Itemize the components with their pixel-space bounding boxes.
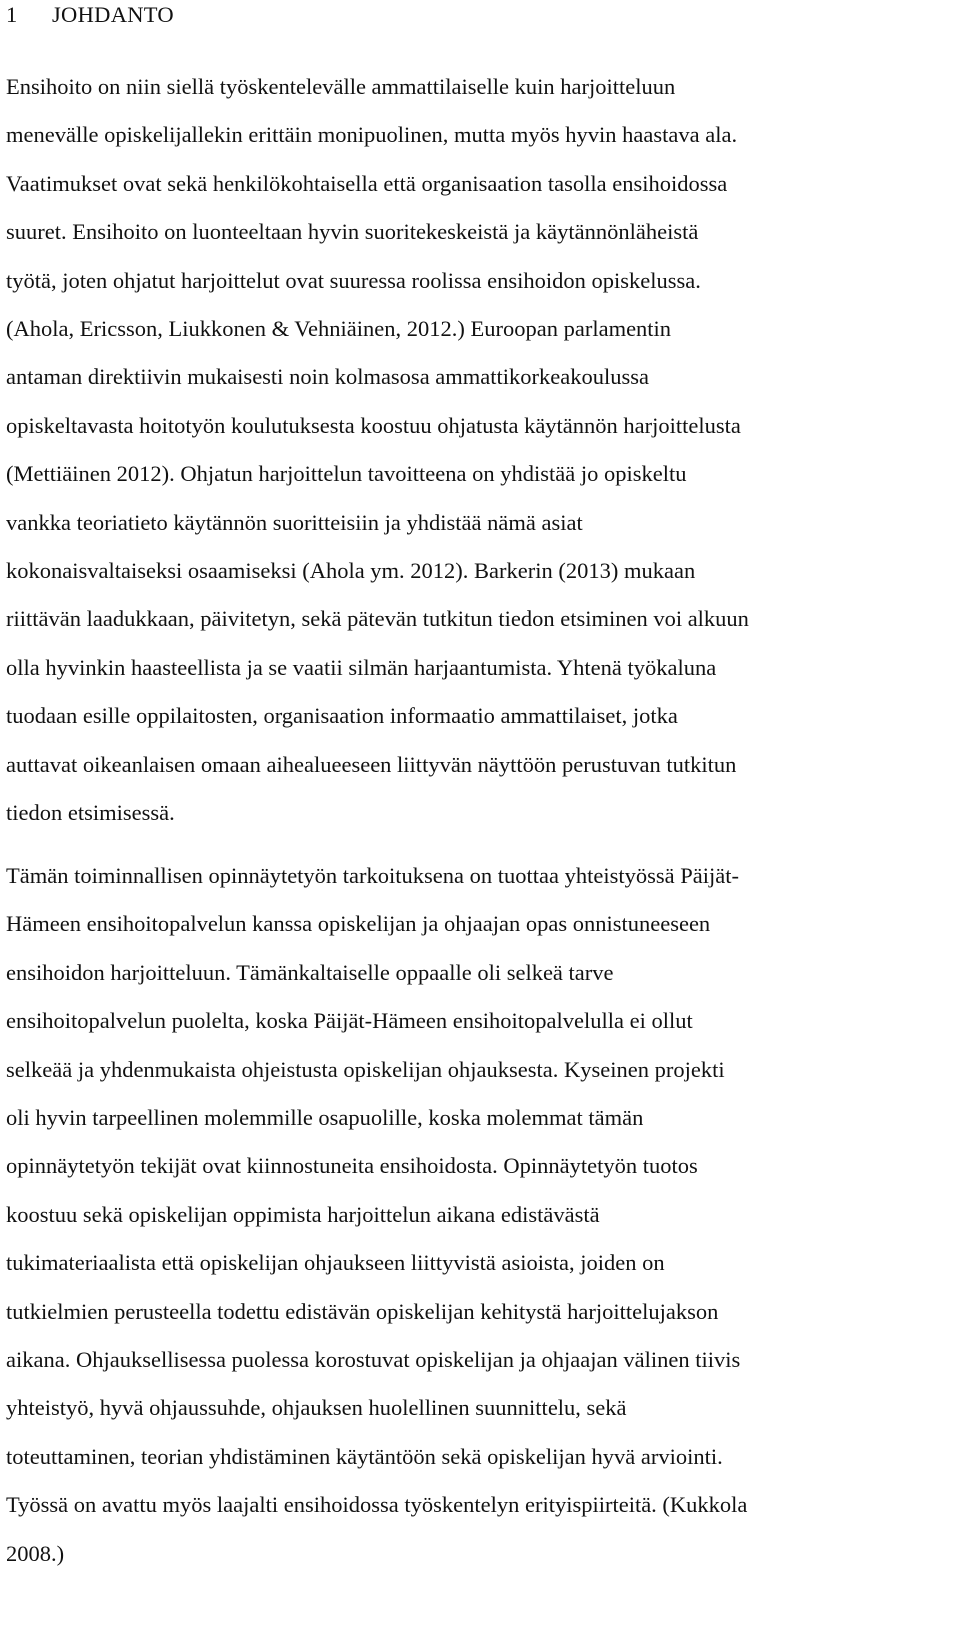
text-line: aikana. Ohjauksellisessa puolessa korostuvat opiskelijan ja ohjaajan välinen tiivis <box>6 1347 741 1372</box>
chapter-heading <box>6 0 174 30</box>
text-line: Ensihoito on niin siellä työskentelevälle ammattilaiselle kuin harjoitteluun <box>6 74 676 99</box>
text-line: ensihoidon harjoitteluun. Tämänkaltaiselle oppaalle oli selkeä tarve <box>6 959 614 985</box>
text-line: ensihoitopalvelun puolelta, koska Päijät-Hämeen ensihoitopalvelulla ei ollut <box>6 1008 693 1034</box>
text-line: 2008.) <box>6 1540 65 1566</box>
text-line: Vaatimukset ovat sekä henkilökohtaisella että organisaation tasolla ensihoidossa <box>6 170 728 196</box>
text-line: suuret. Ensihoito on luonteeltaan hyvin suoritekeskeistä ja käytännönläheistä <box>6 219 699 245</box>
text-line: menevälle opiskelijallekin erittäin monipuolinen, mutta myös hyvin haastava ala. <box>6 122 738 148</box>
text-line: työtä, joten ohjatut harjoittelut ovat suuressa roolissa ensihoidon opiskelussa. <box>6 267 701 293</box>
text-line: toteuttaminen, teorian yhdistäminen käytäntöön sekä opiskelijan hyvä arviointi. <box>6 1443 723 1469</box>
text-line: tutkielmien perusteella todettu edistävän opiskelijan kehitystä harjoittelujakson <box>6 1298 719 1324</box>
text-line: riittävän laadukkaan, päivitetyn, sekä pätevän tutkitun tiedon etsiminen voi alkuun <box>6 606 749 632</box>
text-line: oli hyvin tarpeellinen molemmille osapuolille, koska molemmat tämän <box>6 1105 644 1130</box>
text-line: koostuu sekä opiskelijan oppimista harjoittelun aikana edistävästä <box>6 1201 600 1227</box>
text-line: auttavat oikeanlaisen omaan aihealueeseen liittyvän näyttöön perustuvan tutkitun <box>6 751 737 777</box>
text-line: opiskeltavasta hoitotyön koulutuksesta koostuu ohjatusta käytännön harjoittelusta <box>6 412 741 438</box>
chapter-title: JOHDANTO <box>52 2 174 27</box>
text-line: tukimateriaalista että opiskelijan ohjaukseen liittyvistä asioista, joiden on <box>6 1250 665 1276</box>
text-line: selkeää ja yhdenmukaista ohjeistusta opiskelijan ohjauksesta. Kyseinen projekti <box>6 1056 725 1082</box>
text-line: Työssä on avattu myös laajalti ensihoidossa työskentelyn erityispiirteitä. (Kukkola <box>6 1492 748 1518</box>
text-line: (Mettiäinen 2012). Ohjatun harjoittelun tavoitteena on yhdistää jo opiskeltu <box>6 461 687 487</box>
text-line: vankka teoriatieto käytännön suoritteisiin ja yhdistää nämä asiat <box>6 509 583 535</box>
text-line: yhteistyö, hyvä ohjaussuhde, ohjauksen huolellinen suunnittelu, sekä <box>6 1395 627 1421</box>
text-line: olla hyvinkin haasteellista ja se vaatii silmän harjaantumista. Yhtenä työkaluna <box>6 654 717 680</box>
text-line: tiedon etsimisessä. <box>6 800 175 825</box>
text-line: (Ahola, Ericsson, Liukkonen & Vehniäinen, 2012.) Euroopan parlamentin <box>6 316 672 341</box>
text-line: antaman direktiivin mukaisesti noin kolmasosa ammattikorkeakoulussa <box>6 364 649 390</box>
text-line: tuodaan esille oppilaitosten, organisaation informaatio ammattilaiset, jotka <box>6 703 678 729</box>
text-line: Hämeen ensihoitopalvelun kanssa opiskelijan ja ohjaajan opas onnistuneeseen <box>6 911 711 937</box>
text-line: Tämän toiminnallisen opinnäytetyön tarkoituksena on tuottaa yhteistyössä Päijät- <box>6 863 739 888</box>
text-line: opinnäytetyön tekijät ovat kiinnostuneita ensihoidosta. Opinnäytetyön tuotos <box>6 1153 698 1179</box>
text-line: kokonaisvaltaiseksi osaamiseksi (Ahola ym. 2012). Barkerin (2013) mukaan <box>6 558 696 583</box>
chapter-number: 1 <box>6 2 18 27</box>
